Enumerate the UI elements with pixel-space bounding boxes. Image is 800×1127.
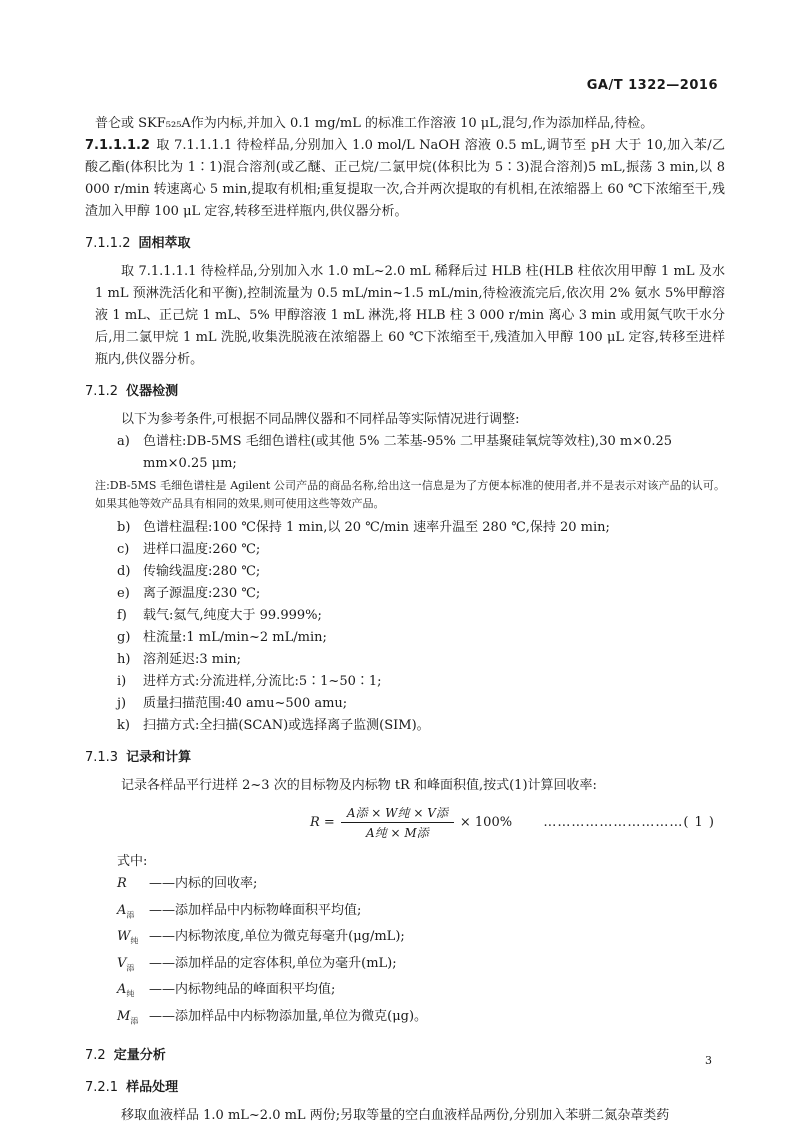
heading-quantitative: [85, 1045, 725, 1067]
variable-symbol: $V_添$: [117, 955, 135, 973]
heading-record: [85, 747, 725, 769]
heading-number: 7.1.2: [85, 384, 119, 399]
note: 注:DB-5MS 毛细色谱柱是 Agilent 公司产品的商品名称,给出这一信息是为了方便本标准的使用者,并不是表示对该产品的认可。如果其他等效产品具有相同的效果,则可使用这些等效产品。: [95, 479, 725, 510]
formula-factor: × 100%: [459, 814, 513, 830]
variable-symbol: $A_添$: [117, 902, 135, 920]
variable-description: ——添加样品中内标物峰面积平均值;: [149, 902, 362, 918]
item-text: 色谱柱温程:100 ℃保持 1 min,以 20 ℃/min 速率升温至 280 ℃,保持 20 min;: [143, 520, 610, 535]
heading-number: 7.1.1.2: [85, 236, 131, 251]
variable-item: [117, 926, 725, 953]
item-label: e): [117, 586, 130, 601]
page-number: 3: [705, 1054, 712, 1067]
clause-number: 7.1.1.1.2: [85, 138, 150, 153]
recovery-formula: [95, 799, 725, 845]
item-label: k): [117, 718, 130, 733]
item-text: 载气:氦气,纯度大于 99.999%;: [143, 608, 322, 623]
heading-spe: [85, 233, 725, 255]
variable-symbol: $A_纯$: [117, 982, 135, 999]
heading-number: 7.2.1: [85, 1079, 119, 1095]
item-label: i): [117, 674, 127, 689]
standard-code: GA/T 1322—2016: [586, 78, 718, 93]
clause-text: 取 7.1.1.1.1 待检样品,分别加入 1.0 mol/L NaOH 溶液 0.5 mL,调节至 pH 大于 10,加入苯/乙酸乙酯(体积比为 1∶1)混合溶剂(或乙醚、正己烷/二氯甲烷(体积比为 5∶3)混合溶剂)5 mL,振荡 3 min,以 8 000 r/min 转速离心 5 min,提取有机相;重复提取一次,合并两次提取的有机相,在浓缩器上 60 ℃下浓缩至干,残渣加入甲醇 100 μL 定容,转移至进样瓶内,供仪器分析。: [85, 138, 725, 219]
paragraph-record: 记录各样品平行进样 2~3 次的目标物及内标物 tR 和峰面积值,按式(1)计算回收率:: [121, 778, 597, 793]
formula-denominator: A纯 × M添: [366, 825, 429, 840]
variable-item: [117, 900, 725, 927]
formula-fraction: [341, 804, 454, 841]
paragraph-spe: 取 7.1.1.1.1 待检样品,分别加入水 1.0 mL~2.0 mL 稀释后过 HLB 柱(HLB 柱依次用甲醇 1 mL 及水 1 mL 预淋洗活化和平衡),控制流量为 0.5 mL/min~1.5 mL/min,待检液流完后,依次用 2% 氨水 5%甲醇溶液 1 mL、正己烷 1 mL、5% 甲醇溶液 1 mL 淋洗,将 HLB 柱 3 000 r/min 离心 3 min 或用氮气吹干水分后,用二氯甲烷 1 mL 洗脱,收集洗脱液在浓缩器上 60 ℃下浓缩至干,残渣加入甲醇 100 μL 定容,转移至进样瓶内,供仪器分析。: [95, 264, 725, 367]
variable-item: [117, 979, 725, 1006]
condition-item: [117, 649, 725, 671]
heading-instrument: [85, 381, 725, 403]
item-label: h): [117, 652, 131, 667]
heading-number: 7.1.3: [85, 750, 119, 765]
item-text: 溶剂延迟:3 min;: [143, 652, 242, 667]
item-label: c): [117, 542, 130, 557]
heading-title: 记录和计算: [126, 750, 192, 765]
item-label: d): [117, 564, 131, 579]
formula-expression: [310, 804, 512, 841]
formula-lhs: R =: [310, 814, 335, 830]
variable-description: ——内标物纯品的峰面积平均值;: [149, 982, 336, 998]
item-text: 质量扫描范围:40 amu~500 amu;: [143, 696, 348, 711]
item-text: 离子源温度:230 ℃;: [143, 586, 261, 601]
item-text: 进样方式:分流进样,分流比:5∶1~50∶1;: [143, 674, 382, 689]
variable-description: ——添加样品中内标物添加量,单位为微克(μg)。: [149, 1008, 428, 1024]
variable-description: ——添加样品的定容体积,单位为毫升(mL);: [149, 955, 397, 971]
item-label: b): [117, 520, 131, 535]
condition-item: [117, 671, 725, 693]
heading-title: 定量分析: [113, 1047, 166, 1063]
variable-symbol: $M_添$: [117, 1008, 139, 1026]
condition-item: [117, 583, 725, 605]
item-text: 扫描方式:全扫描(SCAN)或选择离子监测(SIM)。: [143, 718, 430, 733]
heading-number: 7.2: [85, 1047, 106, 1063]
condition-item: [117, 627, 725, 649]
variable-item: [117, 953, 725, 980]
condition-item: [117, 605, 725, 627]
item-label: g): [117, 630, 131, 645]
condition-item: [117, 539, 725, 561]
variable-description: ——内标的回收率;: [149, 876, 258, 891]
variable-list: [117, 873, 725, 1033]
item-text: 柱流量:1 mL/min~2 mL/min;: [143, 630, 327, 645]
condition-item: [117, 517, 725, 539]
paragraph-conditions-intro: 以下为参考条件,可根据不同品牌仪器和不同样品等实际情况进行调整:: [121, 412, 520, 427]
variable-description: ——内标物浓度,单位为微克每毫升(μg/mL);: [149, 929, 405, 945]
item-text: 进样口温度:260 ℃;: [143, 542, 261, 557]
paragraph-lle: [85, 135, 725, 223]
item-label: a): [117, 434, 130, 449]
variable-symbol: $W_纯$: [117, 929, 139, 946]
where-label: 式中:: [117, 854, 148, 869]
equation-number: …………………………( 1 ): [543, 814, 715, 830]
item-text: 传输线温度:280 ℃;: [143, 564, 261, 579]
page-content: [85, 113, 725, 1127]
condition-item: [117, 693, 725, 715]
heading-title: 样品处理: [126, 1079, 179, 1095]
heading-title: 固相萃取: [138, 236, 191, 251]
paragraph-continuation: 普仑或 SKF₅₂₅A作为内标,并加入 0.1 mg/mL 的标准工作溶液 10 μL,混匀,作为添加样品,待检。: [95, 116, 654, 131]
item-label: j): [117, 696, 127, 711]
heading-title: 仪器检测: [126, 384, 179, 399]
condition-item: [117, 715, 725, 737]
variable-item: [117, 873, 725, 900]
variable-item: [117, 1006, 725, 1033]
condition-item: [117, 431, 725, 475]
item-text: 色谱柱:DB-5MS 毛细色谱柱(或其他 5% 二苯基-95% 二甲基聚硅氧烷等效柱),30 m×0.25 mm×0.25 μm;: [143, 434, 673, 471]
variable-symbol: R: [117, 876, 127, 891]
heading-sample-prep: [85, 1077, 725, 1099]
condition-item: [117, 561, 725, 583]
item-label: f): [117, 608, 127, 623]
formula-numerator: A添 × W纯 × V添: [341, 804, 454, 823]
paragraph-sample-prep: 移取血液样品 1.0 mL~2.0 mL 两份;另取等量的空白血液样品两份,分别加入苯骈二氮杂䓬类药: [121, 1107, 670, 1123]
